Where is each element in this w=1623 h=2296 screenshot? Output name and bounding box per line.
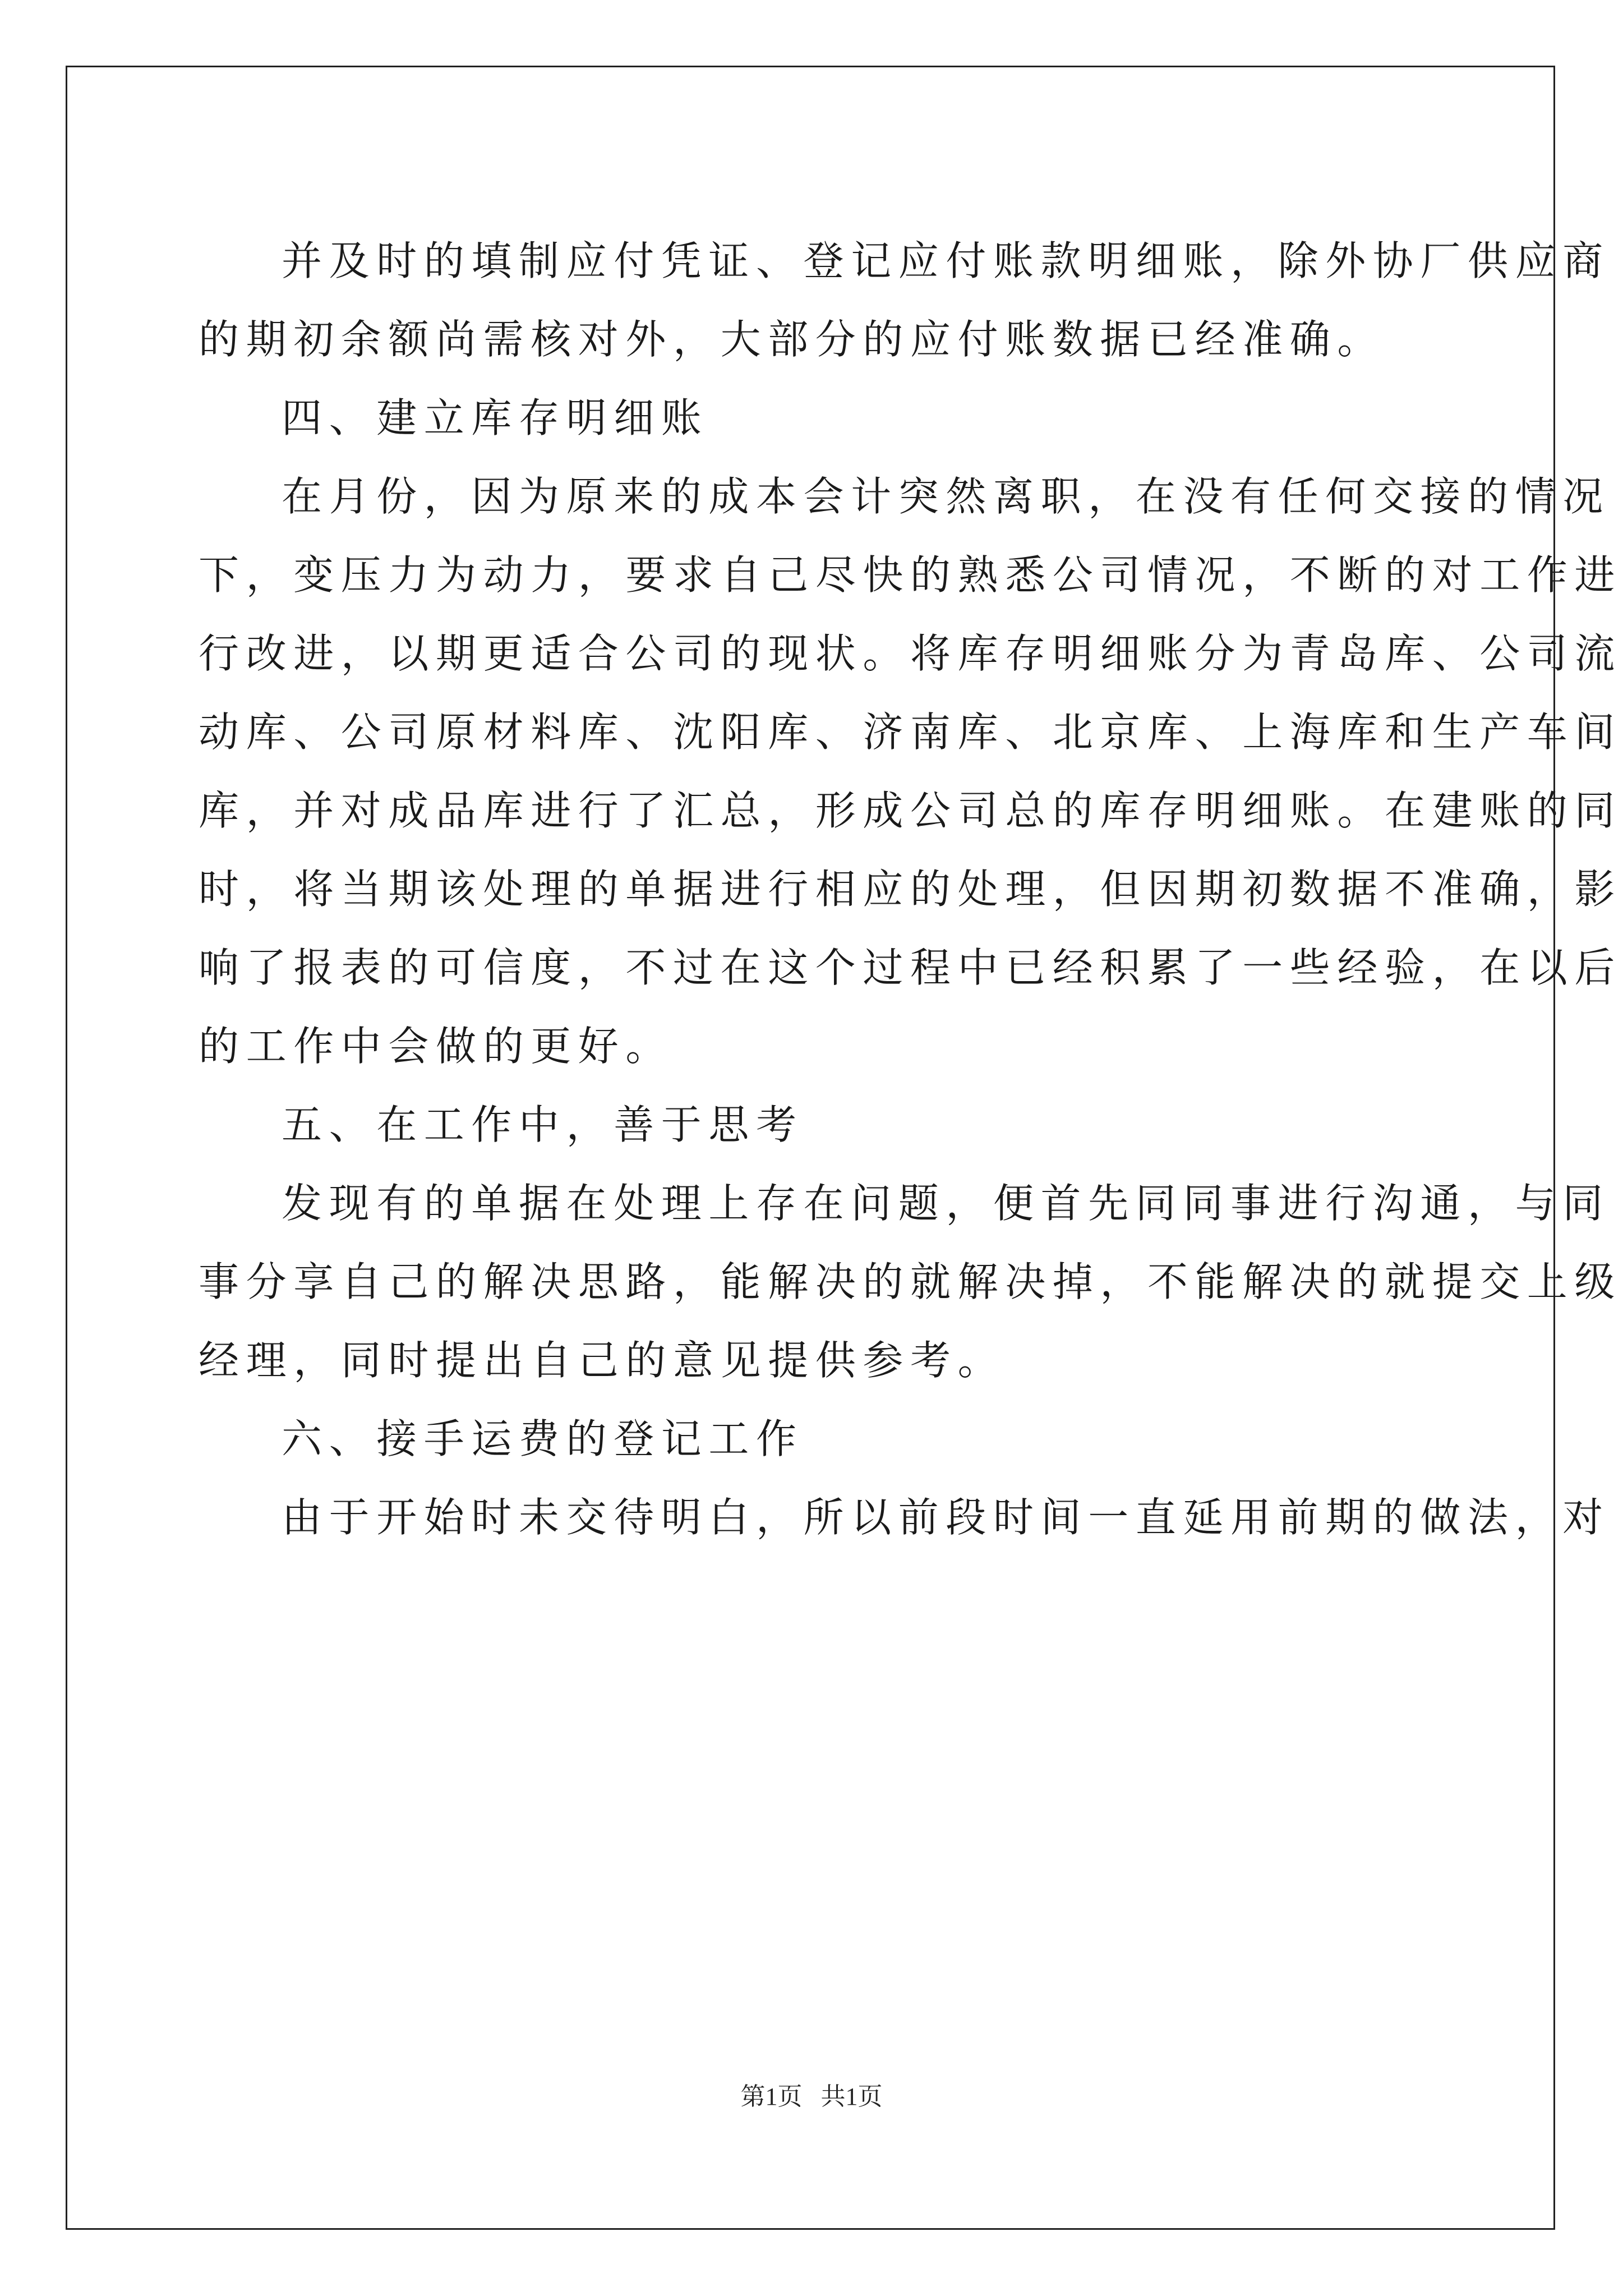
text-line: 并及时的填制应付凭证、登记应付账款明细账，除外协厂供应商 bbox=[282, 237, 1610, 284]
text-line: 库，并对成品库进行了汇总，形成公司总的库存明细账。在建账的同 bbox=[199, 787, 1622, 834]
text-line: 行改进，以期更适合公司的现状。将库存明细账分为青岛库、公司流 bbox=[199, 630, 1622, 677]
section-heading: 六、接手运费的登记工作 bbox=[282, 1415, 804, 1462]
text-line: 的工作中会做的更好。 bbox=[199, 1023, 674, 1070]
text-line: 事分享自己的解决思路，能解决的就解决掉，不能解决的就提交上级 bbox=[199, 1258, 1622, 1305]
text-line: 时，将当期该处理的单据进行相应的处理，但因期初数据不准确，影 bbox=[199, 866, 1622, 913]
page-number-footer: 第1页 共1页 bbox=[740, 2083, 883, 2110]
text-line: 动库、公司原材料库、沈阳库、济南库、北京库、上海库和生产车间 bbox=[199, 708, 1622, 756]
text-line: 由于开始时未交待明白，所以前段时间一直延用前期的做法，对 bbox=[282, 1494, 1610, 1541]
text-line: 经理，同时提出自己的意见提供参考。 bbox=[199, 1337, 1006, 1384]
text-line: 的期初余额尚需核对外，大部分的应付账数据已经准确。 bbox=[199, 316, 1385, 363]
text-line: 发现有的单据在处理上存在问题，便首先同同事进行沟通，与同 bbox=[282, 1180, 1610, 1227]
text-line: 下，变压力为动力，要求自己尽快的熟悉公司情况，不断的对工作进 bbox=[199, 551, 1622, 599]
text-line: 响了报表的可信度，不过在这个过程中已经积累了一些经验，在以后 bbox=[199, 944, 1622, 991]
text-line: 在月份，因为原来的成本会计突然离职，在没有任何交接的情况 bbox=[282, 473, 1610, 520]
section-heading: 四、建立库存明细账 bbox=[282, 394, 709, 441]
section-heading: 五、在工作中，善于思考 bbox=[282, 1101, 804, 1148]
